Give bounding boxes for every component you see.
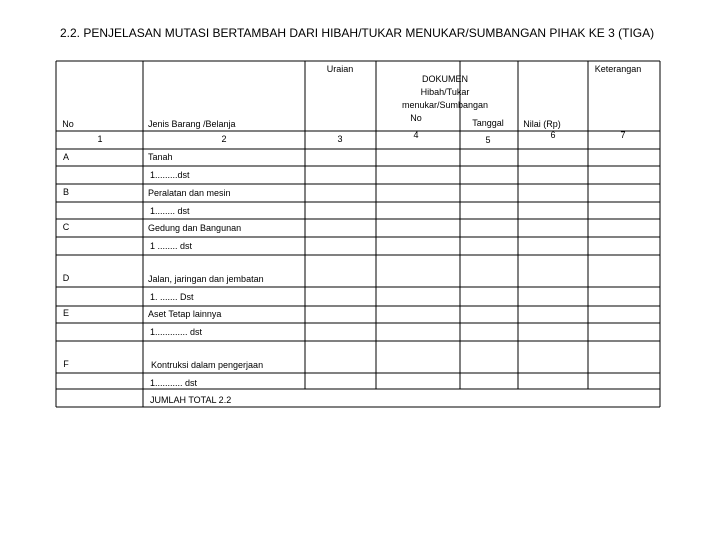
col-number-1: 1 [97, 134, 103, 144]
header-nilai: Nilai (Rp) [523, 119, 561, 129]
header-tanggal: Tanggal [472, 118, 504, 128]
row-d [63, 273, 264, 284]
col-number-5: 5 [485, 135, 491, 145]
header-dokumen-2: Hibah/Tukar [420, 87, 470, 97]
total-label: JUMLAH TOTAL 2.2 [150, 395, 232, 405]
row-label: 1. ....... Dst [150, 292, 194, 302]
row-e-detail [150, 327, 203, 337]
row-label: 1.........dst [150, 170, 190, 180]
row-label: 1............. dst [150, 327, 203, 337]
row-c [63, 222, 241, 233]
col-number-3: 3 [337, 134, 343, 144]
row-no: B [62, 187, 70, 197]
page-title: 2.2. PENJELASAN MUTASI BERTAMBAH DARI HIBAH/TUKAR MENUKAR/SUMBANGAN PIHAK KE 3 (TIGA) [60, 26, 655, 40]
header-no: No [62, 119, 74, 129]
row-no: F [63, 359, 69, 369]
row-f-detail [150, 378, 198, 388]
row-a [63, 152, 173, 162]
row-label: 1........... dst [150, 378, 198, 388]
header-keterangan: Keterangan [594, 64, 642, 74]
col-number-6: 6 [550, 130, 556, 140]
row-label: Tanah [148, 152, 173, 162]
header-jenis-barang: Jenis Barang /Belanja [148, 119, 236, 129]
row-c-detail [150, 241, 193, 251]
row-no: E [62, 308, 70, 318]
row-label: Gedung dan Bangunan [148, 223, 242, 233]
header-uraian: Uraian [326, 64, 354, 74]
row-f [63, 359, 263, 370]
row-a-detail [150, 170, 190, 180]
row-label: Kontruksi dalam pengerjaan [151, 360, 264, 370]
header-dokumen-3: menukar/Sumbangan [401, 100, 489, 110]
col-number-4: 4 [413, 130, 419, 140]
row-total [150, 395, 231, 405]
row-label: 1........ dst [150, 206, 190, 216]
row-no: D [62, 273, 70, 283]
header-dokumen-1: DOKUMEN [421, 74, 469, 84]
row-no: A [62, 152, 70, 162]
col-number-7: 7 [620, 130, 626, 140]
row-label: Aset Tetap lainnya [148, 309, 222, 319]
row-b-detail [150, 206, 190, 216]
col-number-2: 2 [221, 134, 227, 144]
row-no: C [62, 222, 70, 232]
table-grid [56, 61, 660, 407]
row-label: 1 ........ dst [150, 241, 193, 251]
row-b [63, 187, 231, 198]
row-d-detail [150, 292, 194, 302]
row-label: Jalan, jaringan dan jembatan [148, 274, 264, 284]
header-dokumen-no: No [410, 113, 422, 123]
row-label: Peralatan dan mesin [148, 188, 231, 198]
row-e [63, 308, 221, 319]
